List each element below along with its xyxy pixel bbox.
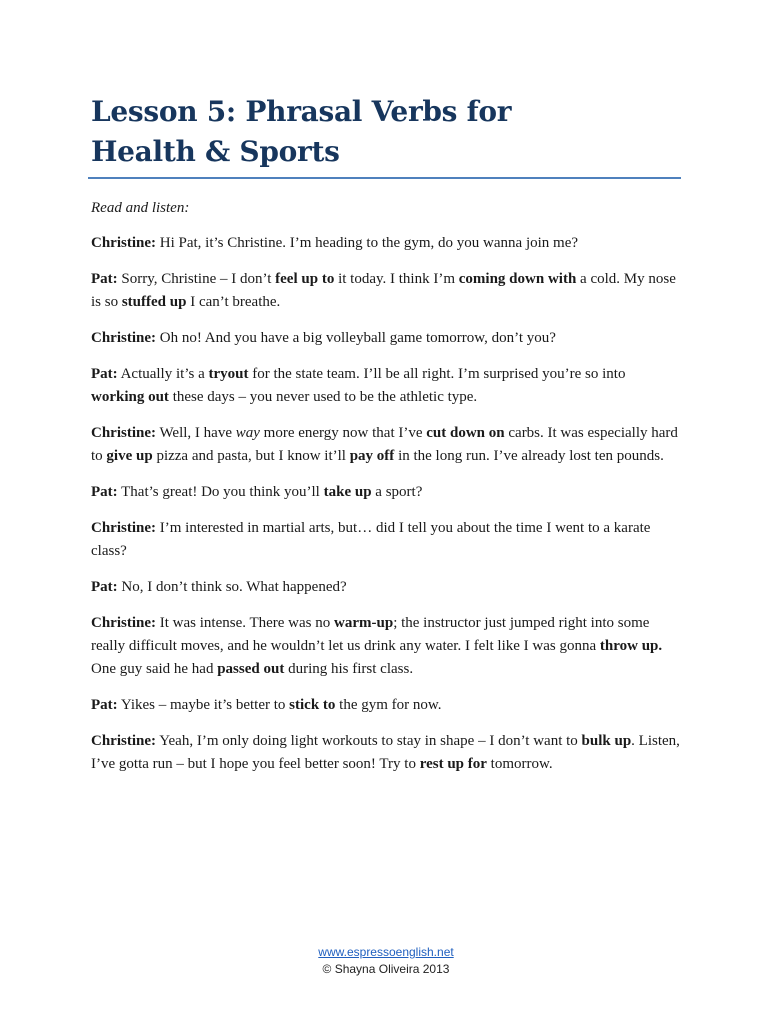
dialogue-text: Hi Pat, it’s Christine. I’m heading to the gym, do you wanna join me? bbox=[156, 235, 579, 251]
dialogue-text: ; the instructor just jumped right into some really difficult moves, and he wouldn’t let us drink any water. I felt like I was gonna bbox=[91, 615, 650, 654]
dialogue-line bbox=[91, 694, 681, 717]
speaker-name: Pat: bbox=[91, 579, 118, 595]
dialogue-text: it today. I think I’m bbox=[334, 271, 459, 287]
phrasal-verb: pay off bbox=[349, 448, 395, 464]
phrasal-verb: warm-up bbox=[334, 615, 394, 631]
website-link[interactable]: www.espressoenglish.net bbox=[318, 945, 454, 959]
phrasal-verb: passed out bbox=[217, 661, 285, 677]
dialogue-text: tomorrow. bbox=[486, 756, 553, 772]
dialogue-text: . Listen, I’ve gotta run – but I hope you feel better soon! Try to bbox=[91, 733, 680, 772]
dialogue-text: It was intense. There was no bbox=[156, 615, 335, 631]
phrasal-verb: stick to bbox=[289, 697, 336, 713]
copyright-text: © Shayna Oliveira 2013 bbox=[322, 962, 450, 976]
title-divider bbox=[88, 177, 681, 179]
dialogue-text: a sport? bbox=[371, 484, 423, 500]
phrasal-verb: take up bbox=[323, 484, 372, 500]
dialogue-text: for the state team. I’ll be all right. I’m surprised you’re so into bbox=[248, 366, 626, 382]
speaker-name: Pat: bbox=[91, 484, 118, 500]
title-line-1: Lesson 5: Phrasal Verbs for bbox=[91, 95, 512, 128]
dialogue-line bbox=[91, 612, 681, 681]
dialogue-text: Sorry, Christine – I don’t bbox=[117, 271, 276, 287]
dialogue-text: That’s great! Do you think you’ll bbox=[117, 484, 324, 500]
dialogue-line bbox=[91, 517, 681, 563]
phrasal-verb: working out bbox=[91, 389, 169, 405]
speaker-name: Pat: bbox=[91, 271, 118, 287]
document-page bbox=[91, 0, 683, 1024]
dialogue-text: in the long run. I’ve already lost ten pounds. bbox=[394, 448, 664, 464]
dialogue-text: pizza and pasta, but I know it’ll bbox=[152, 448, 350, 464]
dialogue-line bbox=[91, 327, 681, 350]
phrasal-verb: feel up to bbox=[275, 271, 335, 287]
dialogue-text: I’m interested in martial arts, but… did I tell you about the time I went to a karate class? bbox=[91, 520, 651, 559]
dialogue-line bbox=[91, 576, 681, 599]
dialogue-line bbox=[91, 268, 681, 314]
dialogue-body bbox=[91, 197, 681, 789]
phrasal-verb: cut down on bbox=[426, 425, 505, 441]
dialogue-text: Actually it’s a bbox=[117, 366, 209, 382]
dialogue-text: Oh no! And you have a big volleyball game tomorrow, don’t you? bbox=[156, 330, 556, 346]
dialogue-line bbox=[91, 481, 681, 504]
intro-text: Read and listen: bbox=[91, 200, 190, 216]
speaker-name: Pat: bbox=[91, 366, 118, 382]
dialogue-list bbox=[91, 232, 681, 776]
dialogue-line bbox=[91, 422, 681, 468]
phrasal-verb: bulk up bbox=[581, 733, 632, 749]
dialogue-text: I can’t breathe. bbox=[186, 294, 281, 310]
dialogue-text: the gym for now. bbox=[335, 697, 442, 713]
dialogue-text: these days – you never used to be the athletic type. bbox=[168, 389, 478, 405]
phrasal-verb: tryout bbox=[208, 366, 249, 382]
dialogue-line bbox=[91, 730, 681, 776]
page-title bbox=[91, 92, 681, 172]
emphasis-text: way bbox=[235, 425, 260, 441]
speaker-name: Christine: bbox=[91, 330, 156, 346]
dialogue-text: a cold. My nose is so bbox=[91, 271, 676, 310]
phrasal-verb: give up bbox=[106, 448, 153, 464]
speaker-name: Christine: bbox=[91, 733, 156, 749]
phrasal-verb: throw up. bbox=[599, 638, 663, 654]
dialogue-text: more energy now that I’ve bbox=[259, 425, 427, 441]
title-line-2: Health & Sports bbox=[91, 135, 340, 168]
phrasal-verb: stuffed up bbox=[121, 294, 187, 310]
speaker-name: Christine: bbox=[91, 520, 156, 536]
dialogue-line bbox=[91, 232, 681, 255]
speaker-name: Christine: bbox=[91, 235, 156, 251]
dialogue-text: No, I don’t think so. What happened? bbox=[117, 579, 347, 595]
dialogue-text: One guy said he had bbox=[91, 661, 218, 677]
dialogue-line bbox=[91, 363, 681, 409]
speaker-name: Pat: bbox=[91, 697, 118, 713]
speaker-name: Christine: bbox=[91, 615, 156, 631]
phrasal-verb: coming down with bbox=[458, 271, 577, 287]
footer bbox=[91, 944, 681, 978]
dialogue-text: Yikes – maybe it’s better to bbox=[117, 697, 290, 713]
dialogue-text: carbs. It was especially hard to bbox=[91, 425, 678, 464]
speaker-name: Christine: bbox=[91, 425, 156, 441]
dialogue-text: Yeah, I’m only doing light workouts to stay in shape – I don’t want to bbox=[156, 733, 582, 749]
dialogue-text: Well, I have bbox=[156, 425, 236, 441]
dialogue-text: during his first class. bbox=[284, 661, 414, 677]
phrasal-verb: rest up for bbox=[419, 756, 487, 772]
